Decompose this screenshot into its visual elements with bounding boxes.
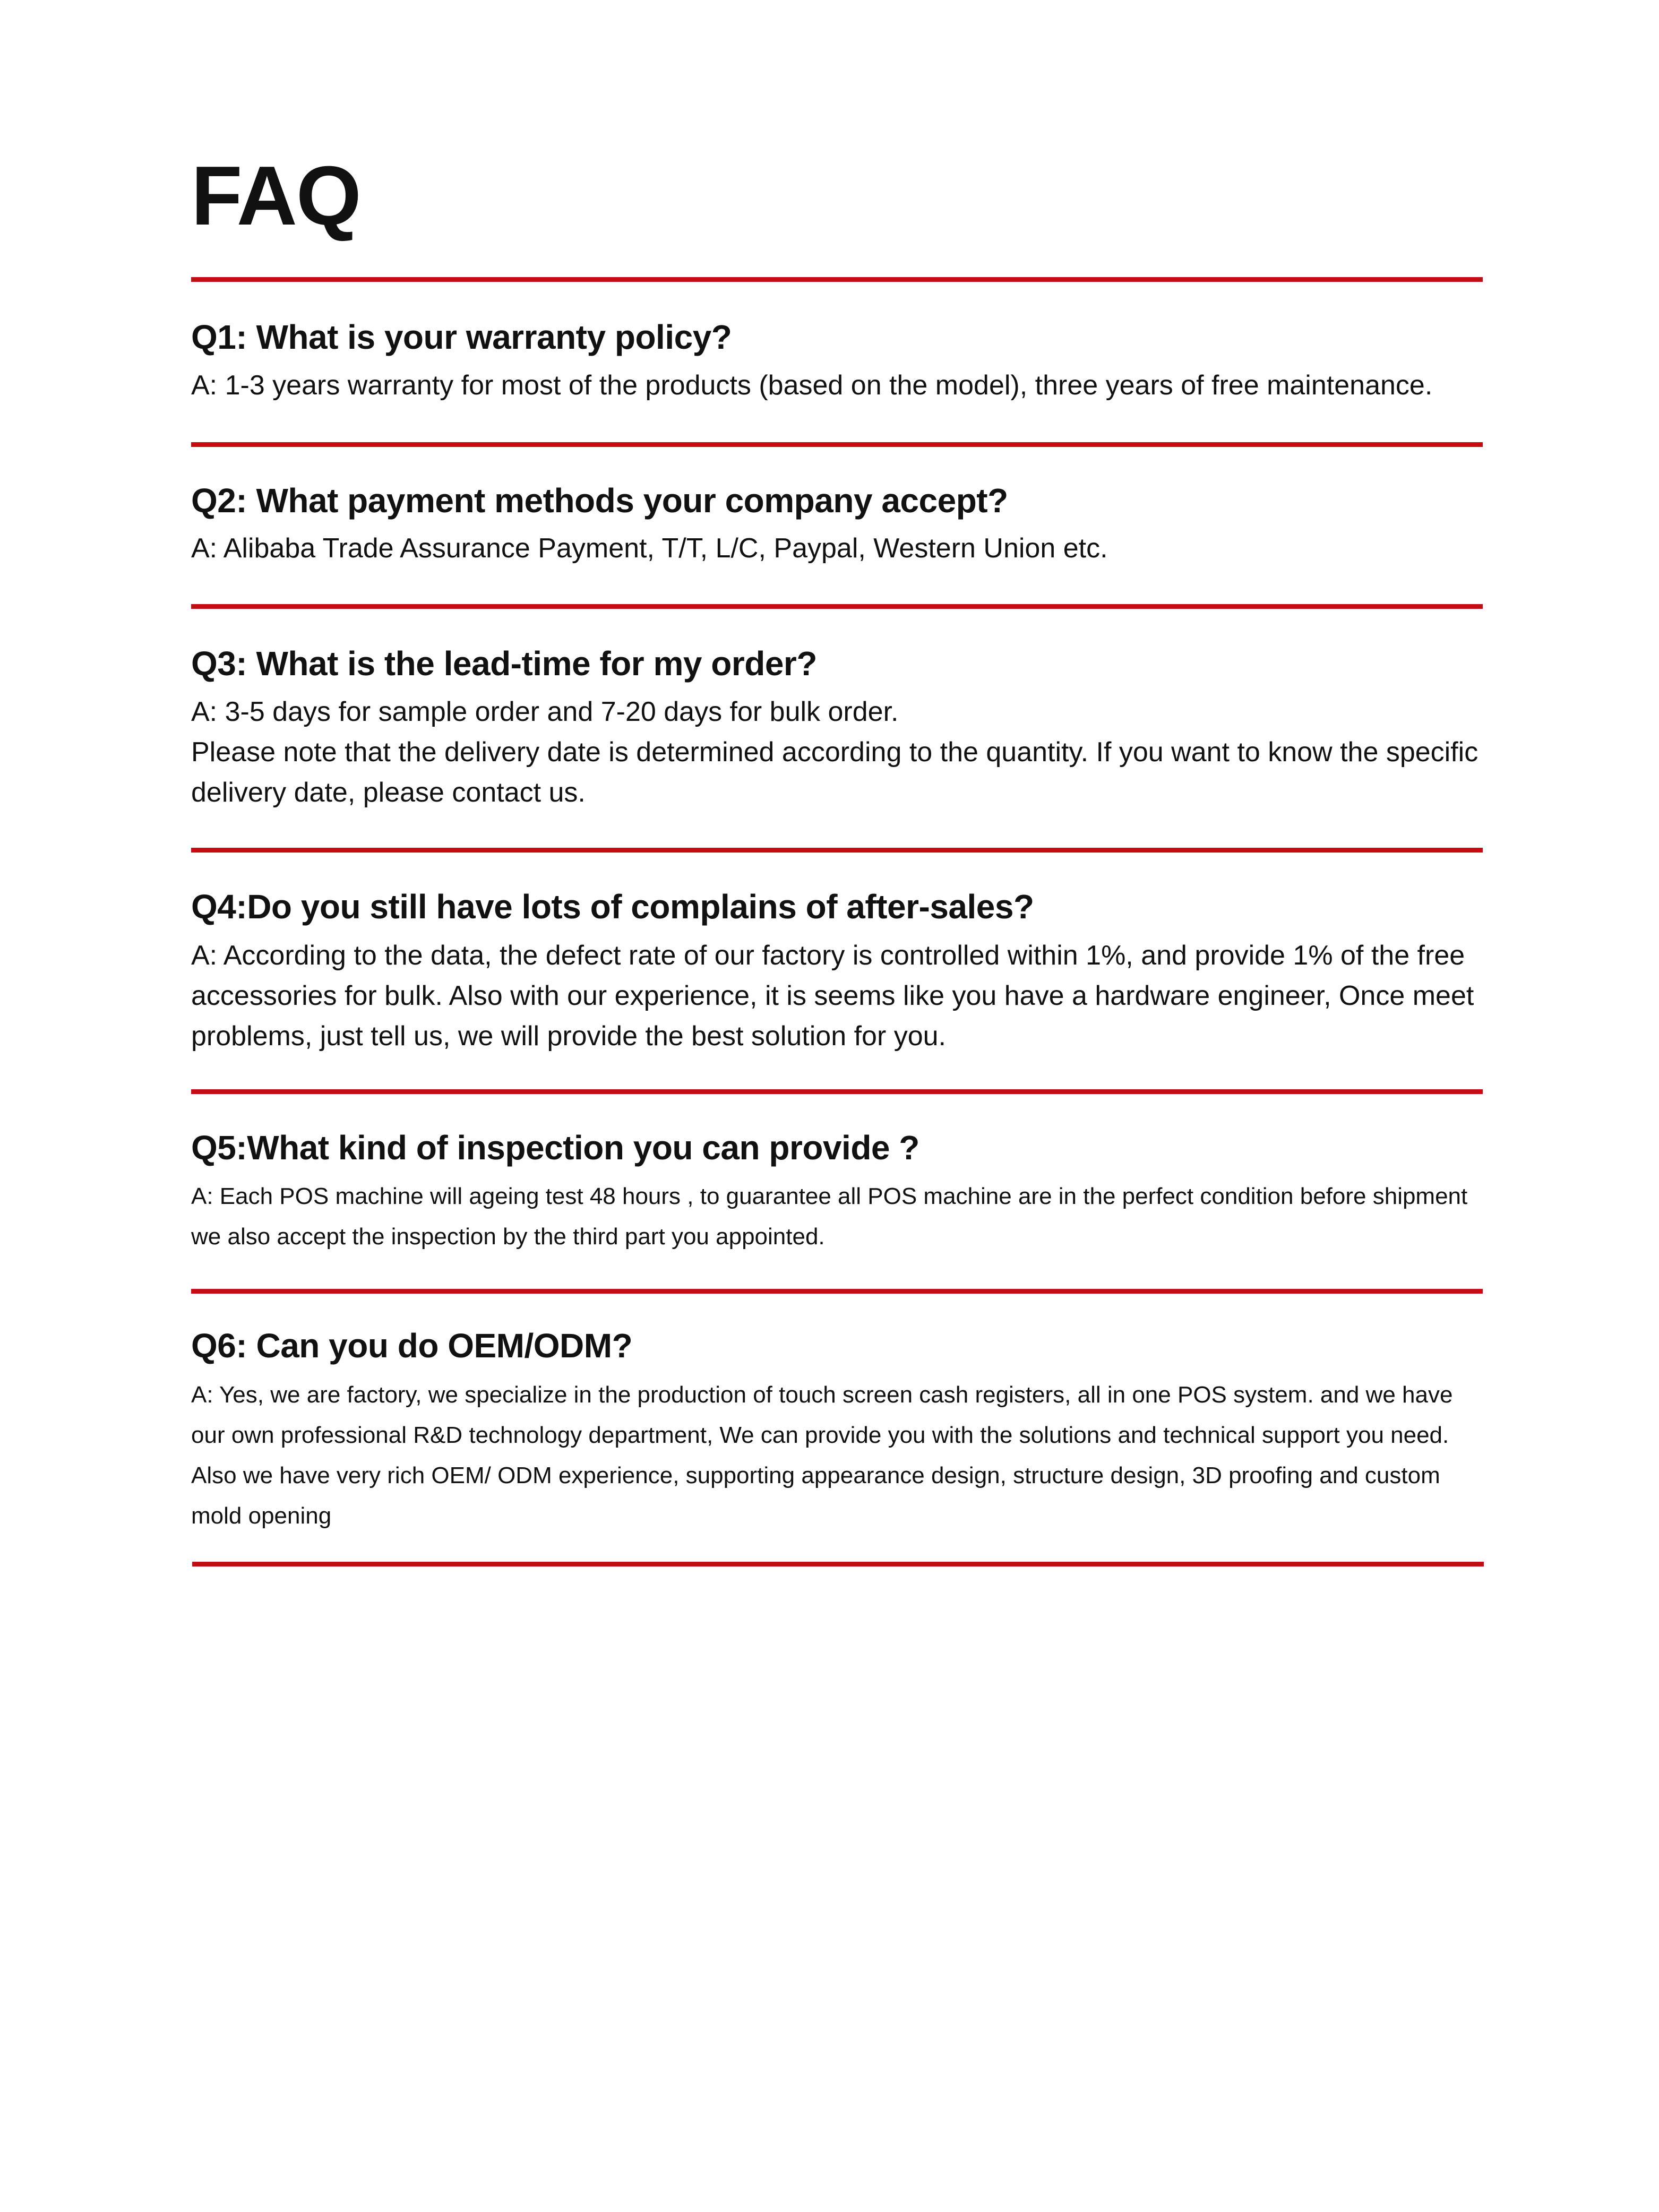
divider <box>192 1562 1484 1567</box>
answer-line: mold opening <box>191 1503 332 1529</box>
answer-line: Please note that the delivery date is determined according to the quantity. If you want to know the specific <box>191 737 1479 768</box>
faq-question-6: Q6: Can you do OEM/ODM? <box>191 1327 633 1365</box>
answer-line: Also we have very rich OEM/ ODM experience, supporting appearance design, structure design, 3D proofing and custom <box>191 1462 1440 1488</box>
page-title: FAQ <box>191 149 360 243</box>
faq-question-5: Q5:What kind of inspection you can provide ? <box>191 1129 919 1167</box>
divider <box>191 1089 1483 1094</box>
divider <box>191 442 1483 447</box>
faq-answer-1 <box>191 365 1481 406</box>
divider <box>191 1289 1483 1294</box>
answer-line: A: According to the data, the defect rate of our factory is controlled within 1%, and provide 1% of the free <box>191 940 1465 971</box>
answer-line: we also accept the inspection by the third part you appointed. <box>191 1224 825 1250</box>
answer-line: our own professional R&D technology department, We can provide you with the solutions and technical support you need. <box>191 1422 1449 1448</box>
divider <box>191 848 1483 853</box>
faq-answer-4 <box>191 935 1481 1056</box>
faq-answer-6 <box>191 1375 1481 1536</box>
answer-line: delivery date, please contact us. <box>191 777 586 808</box>
faq-question-2: Q2: What payment methods your company accept? <box>191 481 1008 520</box>
answer-line: A: Each POS machine will ageing test 48 hours , to guarantee all POS machine are in the perfect condition before shipment <box>191 1183 1468 1209</box>
answer-line: A: Alibaba Trade Assurance Payment, T/T, L/C, Paypal, Western Union etc. <box>191 533 1108 564</box>
divider <box>191 277 1483 282</box>
faq-question-1: Q1: What is your warranty policy? <box>191 318 732 356</box>
answer-line: A: Yes, we are factory, we specialize in the production of touch screen cash registers, all in one POS system. and we have <box>191 1382 1453 1408</box>
answer-line: problems, just tell us, we will provide the best solution for you. <box>191 1021 947 1052</box>
answer-line: A: 1-3 years warranty for most of the products (based on the model), three years of free maintenance. <box>191 370 1433 401</box>
faq-question-4: Q4:Do you still have lots of complains of after-sales? <box>191 888 1034 926</box>
faq-question-3: Q3: What is the lead-time for my order? <box>191 644 817 683</box>
answer-line: accessories for bulk. Also with our experience, it is seems like you have a hardware engineer, Once meet <box>191 980 1474 1011</box>
divider <box>191 604 1483 609</box>
answer-line: A: 3-5 days for sample order and 7-20 days for bulk order. <box>191 696 899 727</box>
faq-answer-3 <box>191 692 1481 813</box>
faq-answer-5 <box>191 1176 1481 1257</box>
faq-answer-2 <box>191 528 1481 569</box>
